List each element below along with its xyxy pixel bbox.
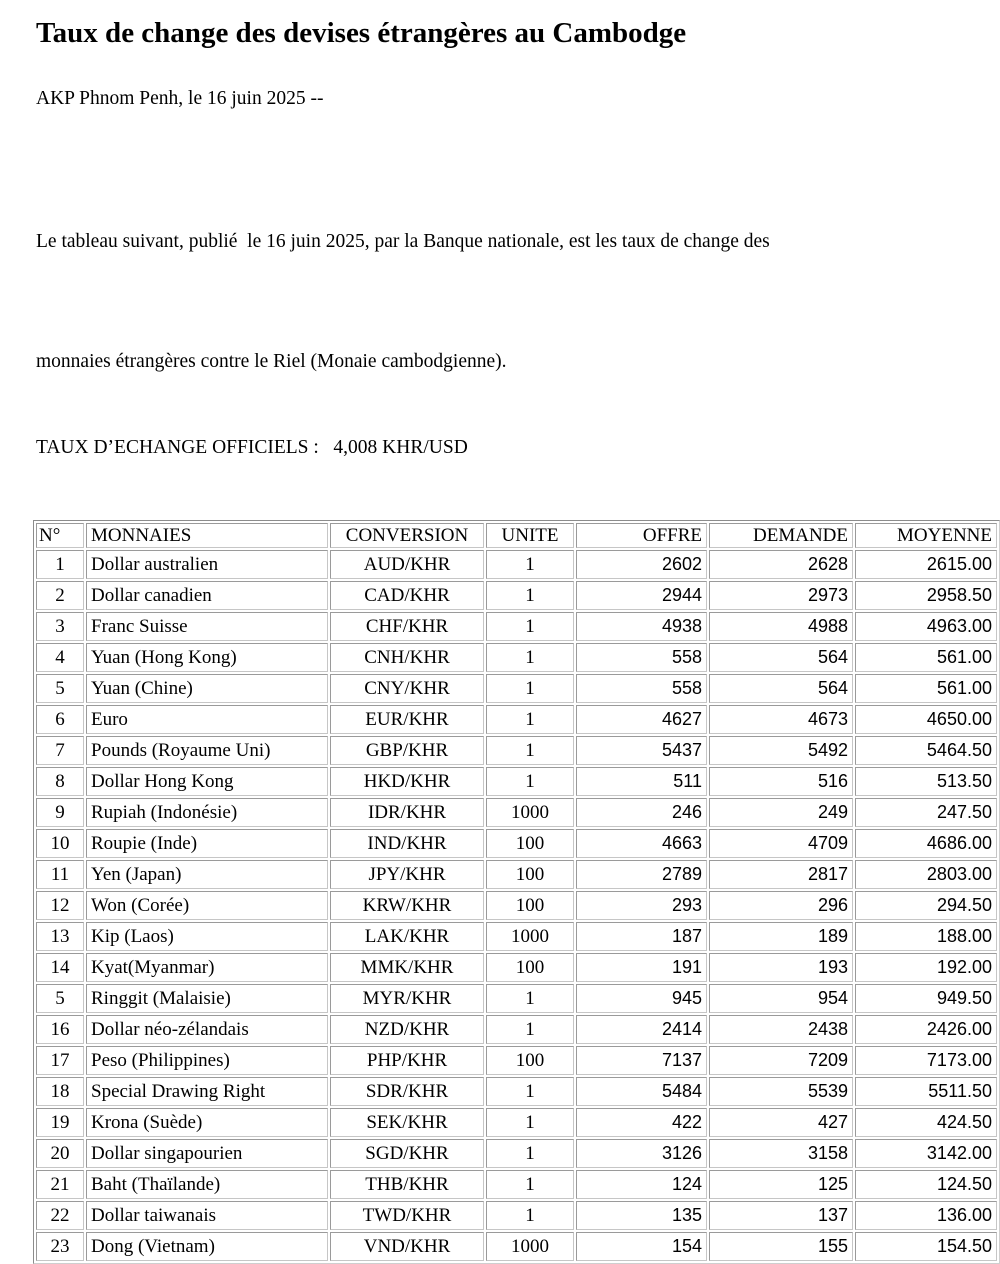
table-cell: 3142.00 bbox=[855, 1139, 997, 1168]
table-cell: HKD/KHR bbox=[330, 767, 484, 796]
table-cell: 511 bbox=[576, 767, 707, 796]
table-cell: 2414 bbox=[576, 1015, 707, 1044]
table-cell: 189 bbox=[709, 922, 853, 951]
table-cell: Dollar singapourien bbox=[86, 1139, 328, 1168]
table-cell: 561.00 bbox=[855, 643, 997, 672]
table-cell: 427 bbox=[709, 1108, 853, 1137]
table-cell: 7 bbox=[36, 736, 84, 765]
table-cell: 1 bbox=[486, 1170, 574, 1199]
table-row bbox=[36, 550, 997, 579]
table-cell: NZD/KHR bbox=[330, 1015, 484, 1044]
table-cell: 246 bbox=[576, 798, 707, 827]
table-row bbox=[36, 984, 997, 1013]
table-row bbox=[36, 1170, 997, 1199]
table-cell: 4709 bbox=[709, 829, 853, 858]
table-header-row bbox=[36, 523, 997, 548]
table-cell: Special Drawing Right bbox=[86, 1077, 328, 1106]
intro-line-2: monnaies étrangères contre le Riel (Monaie cambodgienne). bbox=[36, 351, 507, 372]
table-row bbox=[36, 1015, 997, 1044]
table-cell: 155 bbox=[709, 1232, 853, 1261]
table-cell: 5539 bbox=[709, 1077, 853, 1106]
table-cell: 3126 bbox=[576, 1139, 707, 1168]
table-cell: 154 bbox=[576, 1232, 707, 1261]
table-cell: THB/KHR bbox=[330, 1170, 484, 1199]
table-cell: 558 bbox=[576, 674, 707, 703]
intro-paragraph bbox=[36, 142, 964, 422]
table-cell: CNH/KHR bbox=[330, 643, 484, 672]
table-cell: 1 bbox=[486, 643, 574, 672]
table-cell: Rupiah (Indonésie) bbox=[86, 798, 328, 827]
table-cell: SGD/KHR bbox=[330, 1139, 484, 1168]
table-cell: 5464.50 bbox=[855, 736, 997, 765]
table-cell: 293 bbox=[576, 891, 707, 920]
table-cell: 100 bbox=[486, 829, 574, 858]
table-cell: 1000 bbox=[486, 922, 574, 951]
table-cell: AUD/KHR bbox=[330, 550, 484, 579]
table-cell: 10 bbox=[36, 829, 84, 858]
table-row bbox=[36, 798, 997, 827]
table-cell: IDR/KHR bbox=[330, 798, 484, 827]
table-cell: 1 bbox=[486, 1015, 574, 1044]
table-cell: Dollar taiwanais bbox=[86, 1201, 328, 1230]
table-cell: 100 bbox=[486, 860, 574, 889]
table-cell: 3 bbox=[36, 612, 84, 641]
table-cell: 2944 bbox=[576, 581, 707, 610]
table-cell: KRW/KHR bbox=[330, 891, 484, 920]
table-cell: 949.50 bbox=[855, 984, 997, 1013]
table-cell: 249 bbox=[709, 798, 853, 827]
table-cell: 1 bbox=[486, 984, 574, 1013]
table-cell: 2438 bbox=[709, 1015, 853, 1044]
table-cell: 22 bbox=[36, 1201, 84, 1230]
table-row bbox=[36, 736, 997, 765]
table-cell: 294.50 bbox=[855, 891, 997, 920]
table-cell: 296 bbox=[709, 891, 853, 920]
table-cell: 4663 bbox=[576, 829, 707, 858]
table-cell: Baht (Thaïlande) bbox=[86, 1170, 328, 1199]
table-cell: 7173.00 bbox=[855, 1046, 997, 1075]
table-cell: 4938 bbox=[576, 612, 707, 641]
table-cell: 4 bbox=[36, 643, 84, 672]
table-cell: LAK/KHR bbox=[330, 922, 484, 951]
table-row bbox=[36, 891, 997, 920]
table-cell: 5492 bbox=[709, 736, 853, 765]
header-conversion: CONVERSION bbox=[330, 523, 484, 548]
table-cell: 1 bbox=[486, 612, 574, 641]
table-cell: 1 bbox=[486, 705, 574, 734]
table-cell: 11 bbox=[36, 860, 84, 889]
table-cell: 1000 bbox=[486, 1232, 574, 1261]
table-cell: 125 bbox=[709, 1170, 853, 1199]
table-cell: 2817 bbox=[709, 860, 853, 889]
table-cell: 135 bbox=[576, 1201, 707, 1230]
table-cell: 564 bbox=[709, 643, 853, 672]
table-cell: PHP/KHR bbox=[330, 1046, 484, 1075]
table-cell: Yuan (Hong Kong) bbox=[86, 643, 328, 672]
table-cell: 17 bbox=[36, 1046, 84, 1075]
header-moyenne: MOYENNE bbox=[855, 523, 997, 548]
table-cell: EUR/KHR bbox=[330, 705, 484, 734]
table-cell: 558 bbox=[576, 643, 707, 672]
table-cell: Kyat(Myanmar) bbox=[86, 953, 328, 982]
header-offre: OFFRE bbox=[576, 523, 707, 548]
table-cell: VND/KHR bbox=[330, 1232, 484, 1261]
table-cell: MYR/KHR bbox=[330, 984, 484, 1013]
table-cell: 154.50 bbox=[855, 1232, 997, 1261]
table-cell: Won (Corée) bbox=[86, 891, 328, 920]
table-cell: 3158 bbox=[709, 1139, 853, 1168]
table-cell: 1 bbox=[486, 581, 574, 610]
table-cell: 8 bbox=[36, 767, 84, 796]
table-cell: IND/KHR bbox=[330, 829, 484, 858]
table-cell: 12 bbox=[36, 891, 84, 920]
table-cell: Peso (Philippines) bbox=[86, 1046, 328, 1075]
header-number: N° bbox=[36, 523, 84, 548]
table-cell: 1 bbox=[486, 1139, 574, 1168]
table-cell: MMK/KHR bbox=[330, 953, 484, 982]
table-cell: 4673 bbox=[709, 705, 853, 734]
exchange-rate-table bbox=[33, 520, 1000, 1264]
table-cell: 516 bbox=[709, 767, 853, 796]
table-cell: TWD/KHR bbox=[330, 1201, 484, 1230]
table-cell: 2615.00 bbox=[855, 550, 997, 579]
table-cell: Krona (Suède) bbox=[86, 1108, 328, 1137]
table-row bbox=[36, 581, 997, 610]
table-cell: 2973 bbox=[709, 581, 853, 610]
table-cell: 1 bbox=[486, 674, 574, 703]
intro-line-1: Le tableau suivant, publié le 16 juin 2025, par la Banque nationale, est les taux de change des bbox=[36, 231, 770, 252]
table-cell: 193 bbox=[709, 953, 853, 982]
table-cell: 5511.50 bbox=[855, 1077, 997, 1106]
table-cell: 188.00 bbox=[855, 922, 997, 951]
table-row bbox=[36, 922, 997, 951]
header-unite: UNITE bbox=[486, 523, 574, 548]
table-cell: 945 bbox=[576, 984, 707, 1013]
table-row bbox=[36, 612, 997, 641]
table-cell: CAD/KHR bbox=[330, 581, 484, 610]
exchange-table-body bbox=[36, 550, 997, 1261]
table-cell: CNY/KHR bbox=[330, 674, 484, 703]
dateline: AKP Phnom Penh, le 16 juin 2025 -- bbox=[36, 88, 324, 109]
table-cell: 1 bbox=[486, 1077, 574, 1106]
table-cell: Franc Suisse bbox=[86, 612, 328, 641]
table-cell: 23 bbox=[36, 1232, 84, 1261]
table-cell: 1 bbox=[486, 767, 574, 796]
table-cell: 424.50 bbox=[855, 1108, 997, 1137]
table-cell: 20 bbox=[36, 1139, 84, 1168]
table-row bbox=[36, 767, 997, 796]
table-cell: 5 bbox=[36, 984, 84, 1013]
table-cell: 191 bbox=[576, 953, 707, 982]
table-row bbox=[36, 1077, 997, 1106]
table-cell: 21 bbox=[36, 1170, 84, 1199]
table-cell: 5437 bbox=[576, 736, 707, 765]
table-cell: 4627 bbox=[576, 705, 707, 734]
table-row bbox=[36, 705, 997, 734]
table-cell: 1 bbox=[486, 736, 574, 765]
table-cell: 1 bbox=[486, 550, 574, 579]
table-cell: 1 bbox=[486, 1108, 574, 1137]
table-cell: 2426.00 bbox=[855, 1015, 997, 1044]
table-row bbox=[36, 643, 997, 672]
table-cell: 422 bbox=[576, 1108, 707, 1137]
table-cell: GBP/KHR bbox=[330, 736, 484, 765]
header-demande: DEMANDE bbox=[709, 523, 853, 548]
table-cell: 2628 bbox=[709, 550, 853, 579]
table-cell: 4686.00 bbox=[855, 829, 997, 858]
table-cell: Dollar australien bbox=[86, 550, 328, 579]
table-cell: 5484 bbox=[576, 1077, 707, 1106]
table-cell: 16 bbox=[36, 1015, 84, 1044]
table-cell: 1 bbox=[486, 1201, 574, 1230]
table-row bbox=[36, 674, 997, 703]
table-cell: 19 bbox=[36, 1108, 84, 1137]
table-cell: 4963.00 bbox=[855, 612, 997, 641]
table-cell: 7137 bbox=[576, 1046, 707, 1075]
table-cell: 18 bbox=[36, 1077, 84, 1106]
table-row bbox=[36, 1139, 997, 1168]
table-row bbox=[36, 1046, 997, 1075]
table-cell: CHF/KHR bbox=[330, 612, 484, 641]
table-cell: JPY/KHR bbox=[330, 860, 484, 889]
table-cell: 513.50 bbox=[855, 767, 997, 796]
table-cell: 13 bbox=[36, 922, 84, 951]
table-cell: Pounds (Royaume Uni) bbox=[86, 736, 328, 765]
official-rate-line: TAUX D’ECHANGE OFFICIELS : 4,008 KHR/USD bbox=[36, 437, 468, 458]
table-cell: Dollar canadien bbox=[86, 581, 328, 610]
header-monnaies: MONNAIES bbox=[86, 523, 328, 548]
table-row bbox=[36, 1201, 997, 1230]
table-cell: 1000 bbox=[486, 798, 574, 827]
table-cell: 2789 bbox=[576, 860, 707, 889]
table-cell: 954 bbox=[709, 984, 853, 1013]
table-cell: 247.50 bbox=[855, 798, 997, 827]
table-cell: 9 bbox=[36, 798, 84, 827]
table-cell: 100 bbox=[486, 953, 574, 982]
table-cell: SDR/KHR bbox=[330, 1077, 484, 1106]
table-cell: Yuan (Chine) bbox=[86, 674, 328, 703]
table-cell: Yen (Japan) bbox=[86, 860, 328, 889]
table-cell: 192.00 bbox=[855, 953, 997, 982]
table-row bbox=[36, 1108, 997, 1137]
table-cell: 124 bbox=[576, 1170, 707, 1199]
table-cell: Dong (Vietnam) bbox=[86, 1232, 328, 1261]
table-cell: Ringgit (Malaisie) bbox=[86, 984, 328, 1013]
table-row bbox=[36, 860, 997, 889]
table-cell: 137 bbox=[709, 1201, 853, 1230]
table-cell: 4988 bbox=[709, 612, 853, 641]
table-cell: 5 bbox=[36, 674, 84, 703]
table-cell: 14 bbox=[36, 953, 84, 982]
table-cell: 6 bbox=[36, 705, 84, 734]
page-title: Taux de change des devises étrangères au Cambodge bbox=[36, 17, 687, 49]
table-cell: 136.00 bbox=[855, 1201, 997, 1230]
table-cell: 2602 bbox=[576, 550, 707, 579]
table-row bbox=[36, 953, 997, 982]
table-cell: Kip (Laos) bbox=[86, 922, 328, 951]
table-cell: Roupie (Inde) bbox=[86, 829, 328, 858]
table-cell: 561.00 bbox=[855, 674, 997, 703]
table-row bbox=[36, 1232, 997, 1261]
table-cell: 564 bbox=[709, 674, 853, 703]
table-cell: 187 bbox=[576, 922, 707, 951]
table-cell: Dollar Hong Kong bbox=[86, 767, 328, 796]
table-cell: 4650.00 bbox=[855, 705, 997, 734]
table-cell: Dollar néo-zélandais bbox=[86, 1015, 328, 1044]
table-cell: 1 bbox=[36, 550, 84, 579]
table-cell: Euro bbox=[86, 705, 328, 734]
table-cell: SEK/KHR bbox=[330, 1108, 484, 1137]
table-cell: 2803.00 bbox=[855, 860, 997, 889]
table-cell: 124.50 bbox=[855, 1170, 997, 1199]
table-cell: 2 bbox=[36, 581, 84, 610]
table-cell: 100 bbox=[486, 1046, 574, 1075]
table-row bbox=[36, 829, 997, 858]
table-cell: 100 bbox=[486, 891, 574, 920]
table-cell: 2958.50 bbox=[855, 581, 997, 610]
table-cell: 7209 bbox=[709, 1046, 853, 1075]
